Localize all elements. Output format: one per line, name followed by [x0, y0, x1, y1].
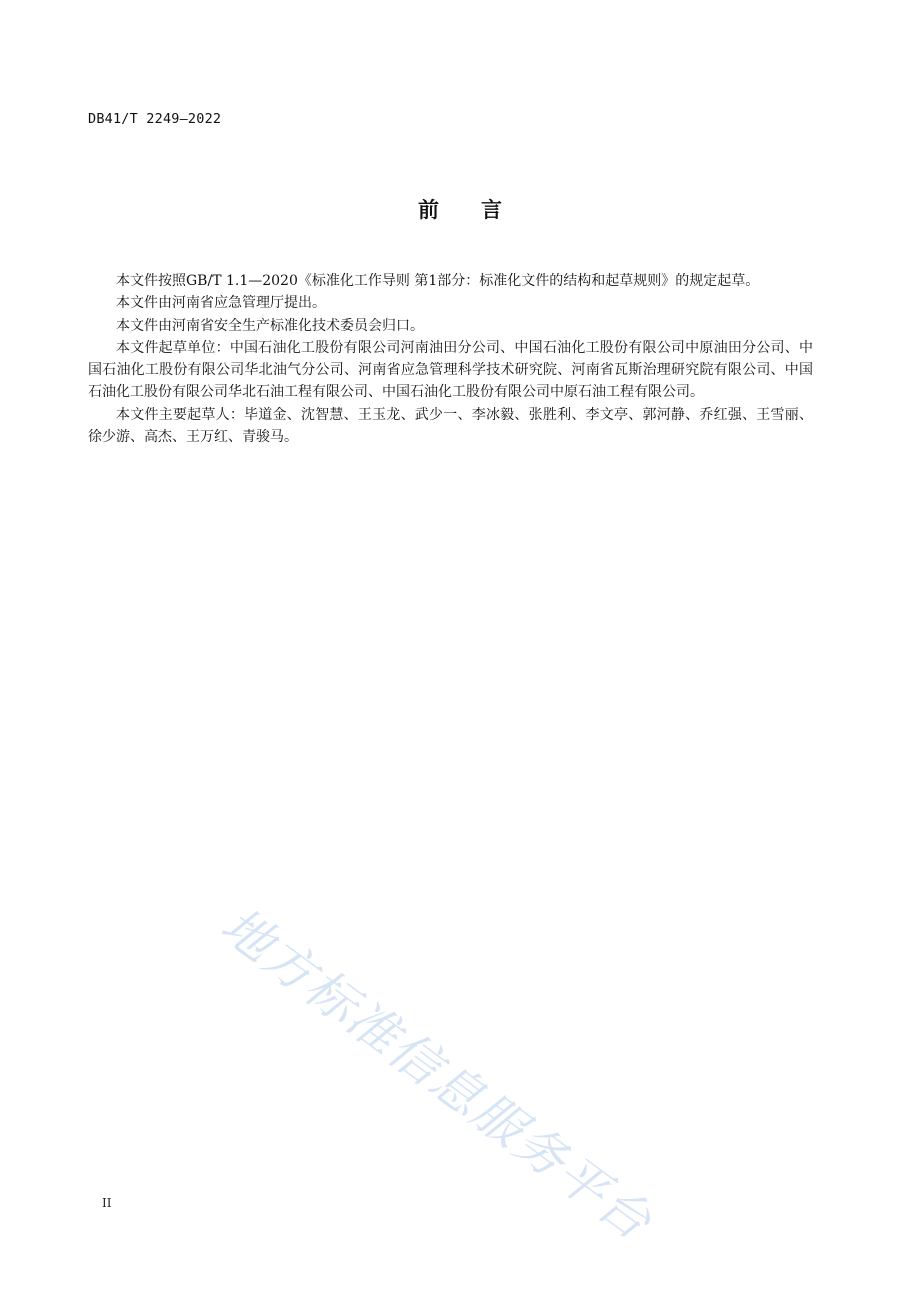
page-title-char-2: 言 — [481, 198, 502, 222]
page-number: II — [102, 1196, 112, 1210]
foreword-body — [88, 270, 813, 448]
watermark: 地方标准信息服务平台 — [210, 895, 663, 1252]
paragraph-drafting-units: 本文件起草单位：中国石油化工股份有限公司河南油田分公司、中国石油化工股份有限公司中原油田分公司、中国石油化工股份有限公司华北油气分公司、河南省应急管理科学技术研究院、河南省瓦斯治理研究院有限公司、中国石油化工股份有限公司华北石油工程有限公司、中国石油化工股份有限公司中原石油工程有限公司。 — [88, 339, 813, 401]
document-number: DB41/T 2249—2022 — [88, 111, 222, 127]
page-title — [0, 194, 920, 224]
paragraph-administration: 本文件由河南省安全生产标准化技术委员会归口。 — [116, 317, 424, 334]
page-title-char-1: 前 — [418, 198, 439, 222]
paragraph-proposer: 本文件由河南省应急管理厅提出。 — [116, 295, 326, 312]
paragraph-drafters: 本文件主要起草人：毕道金、沈智慧、王玉龙、武少一、李冰毅、张胜利、李文亭、郭河静、乔红强、王雪丽、徐少游、高杰、王万红、青骏马。 — [88, 406, 813, 446]
paragraph-drafting-rules: 本文件按照GB/T 1.1—2020《标准化工作导则 第1部分：标准化文件的结构和起草规则》的规定起草。 — [116, 273, 760, 289]
